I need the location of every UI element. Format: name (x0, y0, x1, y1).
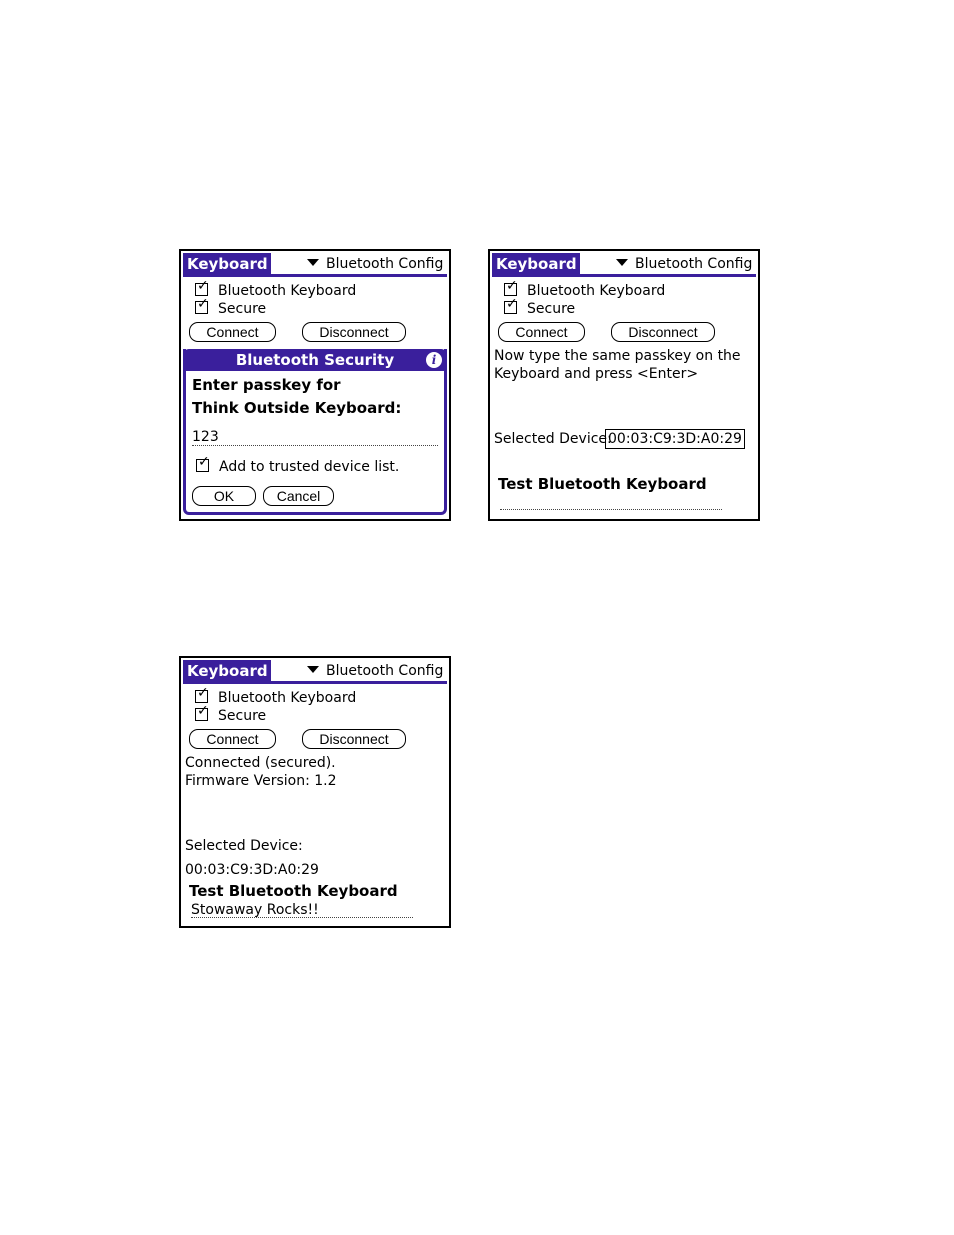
checkbox-checked-icon: ✓ (197, 684, 209, 701)
config-menu-trigger[interactable] (616, 254, 752, 274)
connect-button[interactable]: Connect (189, 322, 276, 342)
title-bar (492, 253, 756, 275)
config-menu-label: Bluetooth Config (635, 256, 753, 272)
secure-checkbox[interactable] (195, 702, 267, 725)
selected-device-label: Selected Device: (185, 838, 303, 854)
selected-device-value[interactable]: 00:03:C9:3D:A0:29 (605, 429, 745, 449)
checkbox-checked-icon: ✓ (197, 702, 209, 719)
connect-button[interactable]: Connect (189, 729, 276, 749)
screen-passkey-dialog (179, 249, 451, 521)
passkey-input[interactable]: 123 (192, 429, 219, 445)
bluetooth-keyboard-checkbox[interactable] (195, 277, 357, 300)
checkbox-checked-icon: ✓ (506, 295, 518, 312)
disconnect-button[interactable]: Disconnect (302, 322, 406, 342)
connection-status: Connected (secured). (185, 755, 336, 771)
app-title-tab[interactable]: Keyboard (183, 660, 271, 682)
test-input-underline (191, 917, 413, 918)
test-keyboard-heading: Test Bluetooth Keyboard (498, 475, 707, 493)
dropdown-triangle-icon (307, 259, 319, 266)
bluetooth-keyboard-label: Bluetooth Keyboard (527, 283, 666, 299)
trusted-device-checkbox[interactable] (196, 453, 400, 476)
config-menu-trigger[interactable] (307, 661, 443, 681)
ok-button[interactable]: OK (192, 486, 256, 506)
bluetooth-security-dialog (183, 349, 447, 515)
config-menu-trigger[interactable] (307, 254, 443, 274)
config-menu-label: Bluetooth Config (326, 256, 444, 272)
checkbox-checked-icon: ✓ (506, 277, 518, 294)
disconnect-button[interactable]: Disconnect (611, 322, 715, 342)
cancel-button[interactable]: Cancel (263, 486, 334, 506)
checkbox-checked-icon: ✓ (197, 277, 209, 294)
test-keyboard-heading: Test Bluetooth Keyboard (189, 882, 398, 900)
bluetooth-keyboard-checkbox[interactable] (504, 277, 666, 300)
passkey-prompt-line2: Think Outside Keyboard: (192, 399, 402, 417)
app-title-tab[interactable]: Keyboard (492, 253, 580, 275)
screen-connected (179, 656, 451, 928)
dropdown-triangle-icon (307, 666, 319, 673)
secure-label: Secure (527, 301, 576, 317)
dialog-title-bar (183, 349, 447, 371)
secure-checkbox[interactable] (195, 295, 267, 318)
passkey-prompt-line1: Enter passkey for (192, 376, 341, 394)
firmware-version: Firmware Version: 1.2 (185, 773, 337, 789)
instruction-line2: Keyboard and press <Enter> (494, 366, 699, 382)
connect-button[interactable]: Connect (498, 322, 585, 342)
info-icon[interactable]: i (426, 352, 442, 368)
checkbox-checked-icon: ✓ (197, 295, 209, 312)
instruction-line1: Now type the same passkey on the (494, 348, 741, 364)
app-title-tab[interactable]: Keyboard (183, 253, 271, 275)
test-keyboard-input[interactable]: Stowaway Rocks!! (191, 902, 319, 918)
title-bar (183, 253, 447, 275)
trusted-device-label: Add to trusted device list. (219, 459, 400, 475)
selected-device-label: Selected Device: (494, 431, 612, 447)
bluetooth-keyboard-checkbox[interactable] (195, 684, 357, 707)
checkbox-checked-icon: ✓ (198, 453, 210, 470)
test-input-underline (500, 509, 722, 510)
selected-device-value: 00:03:C9:3D:A0:29 (185, 862, 319, 878)
secure-label: Secure (218, 301, 267, 317)
title-bar (183, 660, 447, 682)
secure-checkbox[interactable] (504, 295, 576, 318)
dialog-title: Bluetooth Security (235, 351, 395, 369)
disconnect-button[interactable]: Disconnect (302, 729, 406, 749)
secure-label: Secure (218, 708, 267, 724)
passkey-input-underline (192, 445, 438, 446)
bluetooth-keyboard-label: Bluetooth Keyboard (218, 283, 357, 299)
dropdown-triangle-icon (616, 259, 628, 266)
bluetooth-keyboard-label: Bluetooth Keyboard (218, 690, 357, 706)
config-menu-label: Bluetooth Config (326, 663, 444, 679)
screen-enter-passkey (488, 249, 760, 521)
